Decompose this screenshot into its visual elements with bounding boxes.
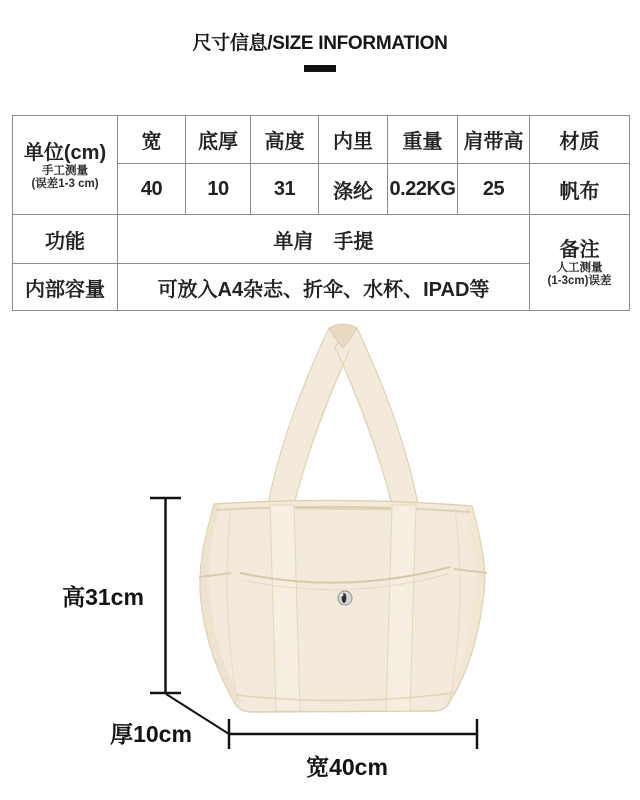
note-sub-line2: (1-3cm)误差 bbox=[547, 274, 612, 287]
value-lining: 涤纶 bbox=[319, 164, 388, 215]
size-spec-table bbox=[12, 115, 630, 311]
col-header-weight: 重量 bbox=[388, 116, 458, 164]
value-bottom-depth: 10 bbox=[186, 164, 251, 215]
title-underline-bar bbox=[304, 65, 336, 72]
function-row-value: 单肩 手提 bbox=[118, 215, 530, 264]
note-sub-line1: 人工测量 bbox=[556, 261, 603, 274]
unit-sub-line1: 手工测量 bbox=[42, 165, 88, 177]
col-header-width: 宽 bbox=[118, 116, 186, 164]
cell-unit bbox=[13, 116, 118, 215]
bag-body bbox=[200, 500, 485, 712]
value-material: 帆布 bbox=[530, 164, 630, 215]
col-header-strap-height: 肩带高 bbox=[458, 116, 530, 164]
col-header-bottom-depth: 底厚 bbox=[186, 116, 251, 164]
bag-opening-shadow bbox=[296, 508, 390, 509]
note-label: 备注 bbox=[559, 238, 600, 261]
unit-sub-line2: (误差1-3 cm) bbox=[31, 178, 99, 190]
capacity-row-value: 可放入A4杂志、折伞、水杯、IPAD等 bbox=[118, 264, 530, 311]
value-height: 31 bbox=[251, 164, 319, 215]
col-header-lining: 内里 bbox=[319, 116, 388, 164]
value-strap-height: 25 bbox=[458, 164, 530, 215]
snap-button bbox=[338, 591, 352, 605]
page-title: 尺寸信息/SIZE INFORMATION bbox=[192, 33, 448, 54]
capacity-row-label: 内部容量 bbox=[13, 264, 118, 311]
depth-dimension-label: 厚10cm bbox=[110, 721, 192, 747]
cell-note bbox=[530, 215, 630, 311]
value-width: 40 bbox=[118, 164, 186, 215]
tote-bag-illustration bbox=[199, 324, 487, 712]
height-dimension-label: 高31cm bbox=[62, 584, 144, 610]
title-section bbox=[0, 30, 640, 72]
col-header-material: 材质 bbox=[530, 116, 630, 164]
bag-dimension-diagram bbox=[0, 315, 640, 800]
value-weight: 0.22KG bbox=[388, 164, 458, 215]
col-header-height: 高度 bbox=[251, 116, 319, 164]
unit-label: 单位(cm) bbox=[23, 142, 107, 164]
function-row-label: 功能 bbox=[13, 215, 118, 264]
width-dimension-label: 宽40cm bbox=[306, 754, 388, 780]
